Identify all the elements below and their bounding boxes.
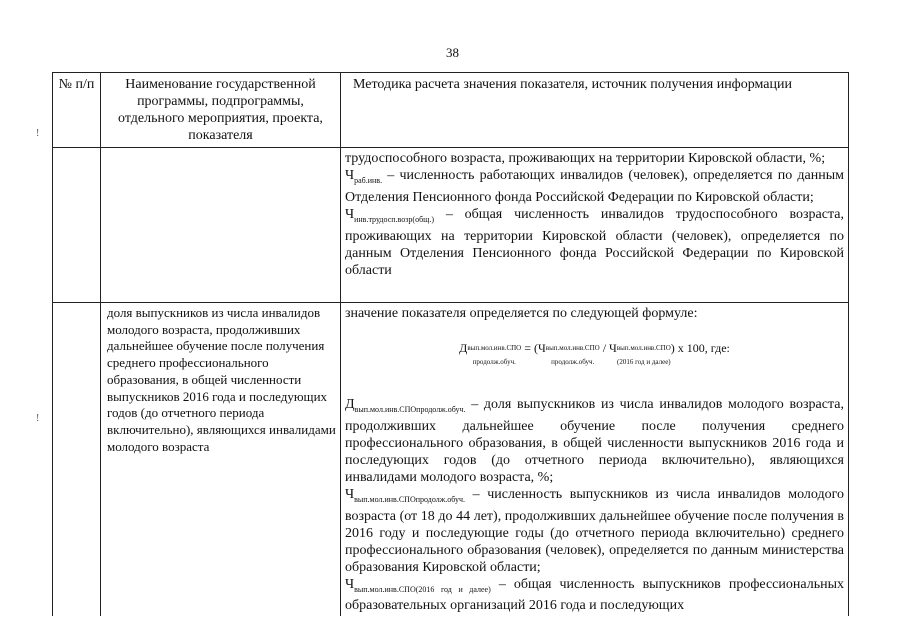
method-text: $Д_{вып.мол.инв.СПОпродолж.обуч.}$ – доля выпускников из числа инвалидов молодого возраста, продолживших дальнейшее обучение после получения среднего профессионального образования, в общей численности выпускников 2016 года и последующих годов (до отчетного периода включительно), являющихся инвалидами молодого возраста, %; [345,397,844,485]
table-row [53,303,849,617]
margin-mark: ! [36,413,40,424]
row-method-cell [341,148,849,303]
method-text: $Ч_{раб.инв.}$ – численность работающих инвалидов (человек), определяется по данным Отделения Пенсионного фонда Российской Федерации по Кировской области; [345,168,844,205]
method-text: $Ч_{инв.трудосп.возр(общ.)}$ – общая численность инвалидов трудоспособного возраста, проживающих на территории Кировской области (человек), определяется по данным Отделения Пенсионного фонда Российской Федерации по Кировской области [345,206,844,278]
row-number-cell [53,148,101,303]
table-header-row [53,73,849,148]
page-number: 38 [446,45,459,60]
row-name-cell [101,148,341,303]
header-method: Методика расчета значения показателя, источник получения информации [341,73,849,148]
margin-mark: ! [36,128,40,139]
methodology-table [52,72,849,616]
method-text: $Ч_{вып.мол.инв.СПОпродолж.обуч.}$ – численность выпускников из числа инвалидов молодого возраста (от 18 до 44 лет), продолживших дальнейшее обучение после получения в 2016 году и последующие годы (до отчетного периода включительно) среднего профессионального образования (человек), определяется по данным министерства образования Кировской области; [345,486,844,575]
table-row [53,148,849,303]
method-text: $Ч_{вып.мол.инв.СПО(2016 год и далее)}$ – общая численность выпускников профессиональных образовательных организаций 2016 года и последующих [345,576,844,614]
header-number: № п/п [53,73,101,148]
method-text: трудоспособного возраста, проживающих на территории Кировской области, %; [345,151,826,166]
indicator-name: доля выпускников из числа инвалидов молодого возраста, продолживших дальнейшее обучение после получения среднего профессионального образования, в общей численности выпускников 2016 года и последующих годов (до отчетного периода включительно), являющихся инвалидами молодого возраста [101,303,341,617]
header-name: Наименование государственной программы, подпрограммы, отдельного мероприятия, проекта, показателя [101,73,341,148]
formula: Двып.мол.инв.СПО продолж.обуч. = (Чвып.мол.инв.СПО продолж.обуч. / Чвып.мол.инв.СПО (2016 год и далее)) x 100, где: [459,341,730,366]
row-number-cell [53,303,101,617]
formula-intro: значение показателя определяется по следующей формуле: [345,306,698,321]
row-method-cell [341,303,849,617]
